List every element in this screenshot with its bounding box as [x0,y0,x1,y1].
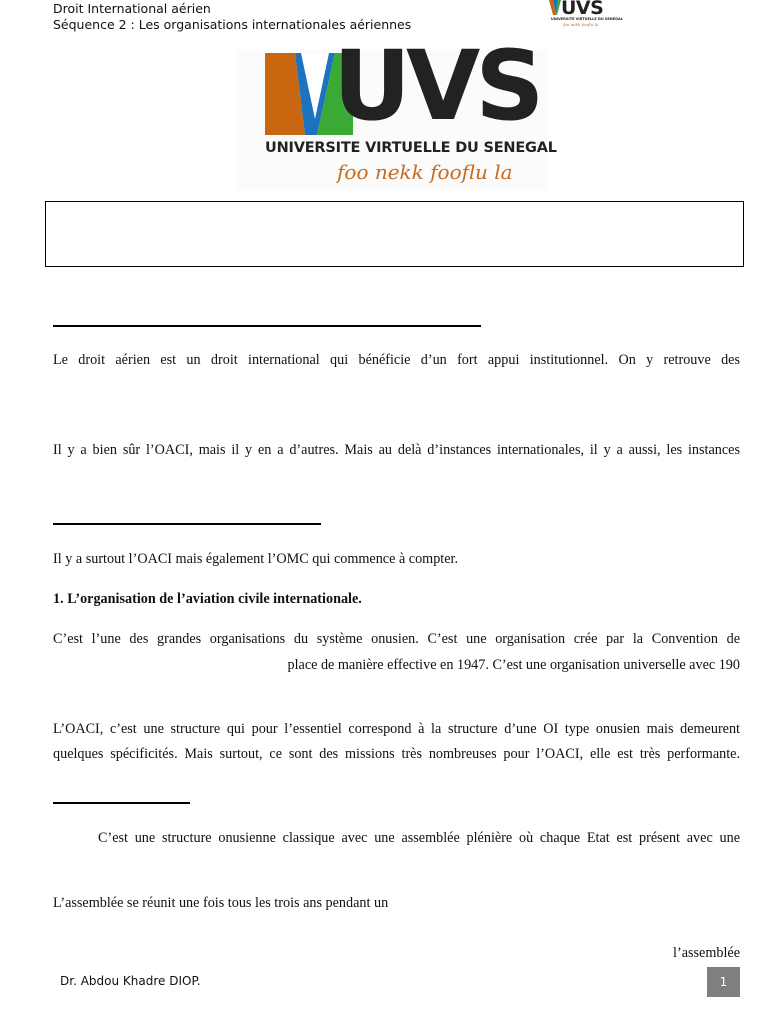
paragraph-structure-line1: L’OACI, c’est une structure qui pour l’essentiel correspond à la structure d’une OI type onusien mais demeurent [53,721,740,737]
section-rule-2 [53,523,321,525]
header-sequence-title: Séquence 2 : Les organisations internationales aériennes [53,17,412,32]
paragraph-session: L’assemblée se réunit une fois tous les trois ans pendant un [53,895,389,911]
logo-name-small: UNIVERSITE VIRTUELLE DU SENEGAL [551,17,623,21]
heading-oaci: 1. L’organisation de l’aviation civile internationale. [53,591,362,607]
paragraph-onu-line2: place de manière effective en 1947. C’est une organisation universelle avec 190 [287,657,740,673]
section-rule-3 [53,802,190,804]
empty-title-frame [45,201,744,267]
paragraph-omc: Il y a surtout l’OACI mais également l’OMC qui commence à compter. [53,551,459,567]
uvs-logo [237,30,557,190]
paragraph-intro: Le droit aérien est un droit international qui bénéficie d’un fort appui institutionnel. On y retrouve des [53,352,740,368]
paragraph-oaci: Il y a bien sûr l’OACI, mais il y en a d’autres. Mais au delà d’instances internationales, il y a aussi, les instances [53,442,740,458]
footer-author: Dr. Abdou Khadre DIOP. [60,974,201,988]
logo-wordmark: UVS [333,30,540,142]
paragraph-fragment: l’assemblée [673,945,740,961]
paragraph-onu-line1: C’est l’une des grandes organisations du système onusien. C’est une organisation crée par la Convention de [53,631,740,647]
page-number: 1 [707,967,740,997]
logo-tagline-small: foo nekk fooflu la [563,22,599,27]
paragraph-assembly: C’est une structure onusienne classique avec une assemblée plénière où chaque Etat est présent avec une [98,830,740,846]
logo-name: UNIVERSITE VIRTUELLE DU SENEGAL [265,140,557,156]
section-rule-1 [53,325,481,327]
header-course-title: Droit International aérien [53,1,211,16]
logo-wordmark-small: UVS [561,0,604,19]
logo-tagline: foo nekk fooflu la [337,160,513,184]
paragraph-structure-line2: quelques spécificités. Mais surtout, ce sont des missions très nombreuses pour l’OACI, elle est très performante. [53,746,740,762]
small-uvs-logo [549,0,623,28]
